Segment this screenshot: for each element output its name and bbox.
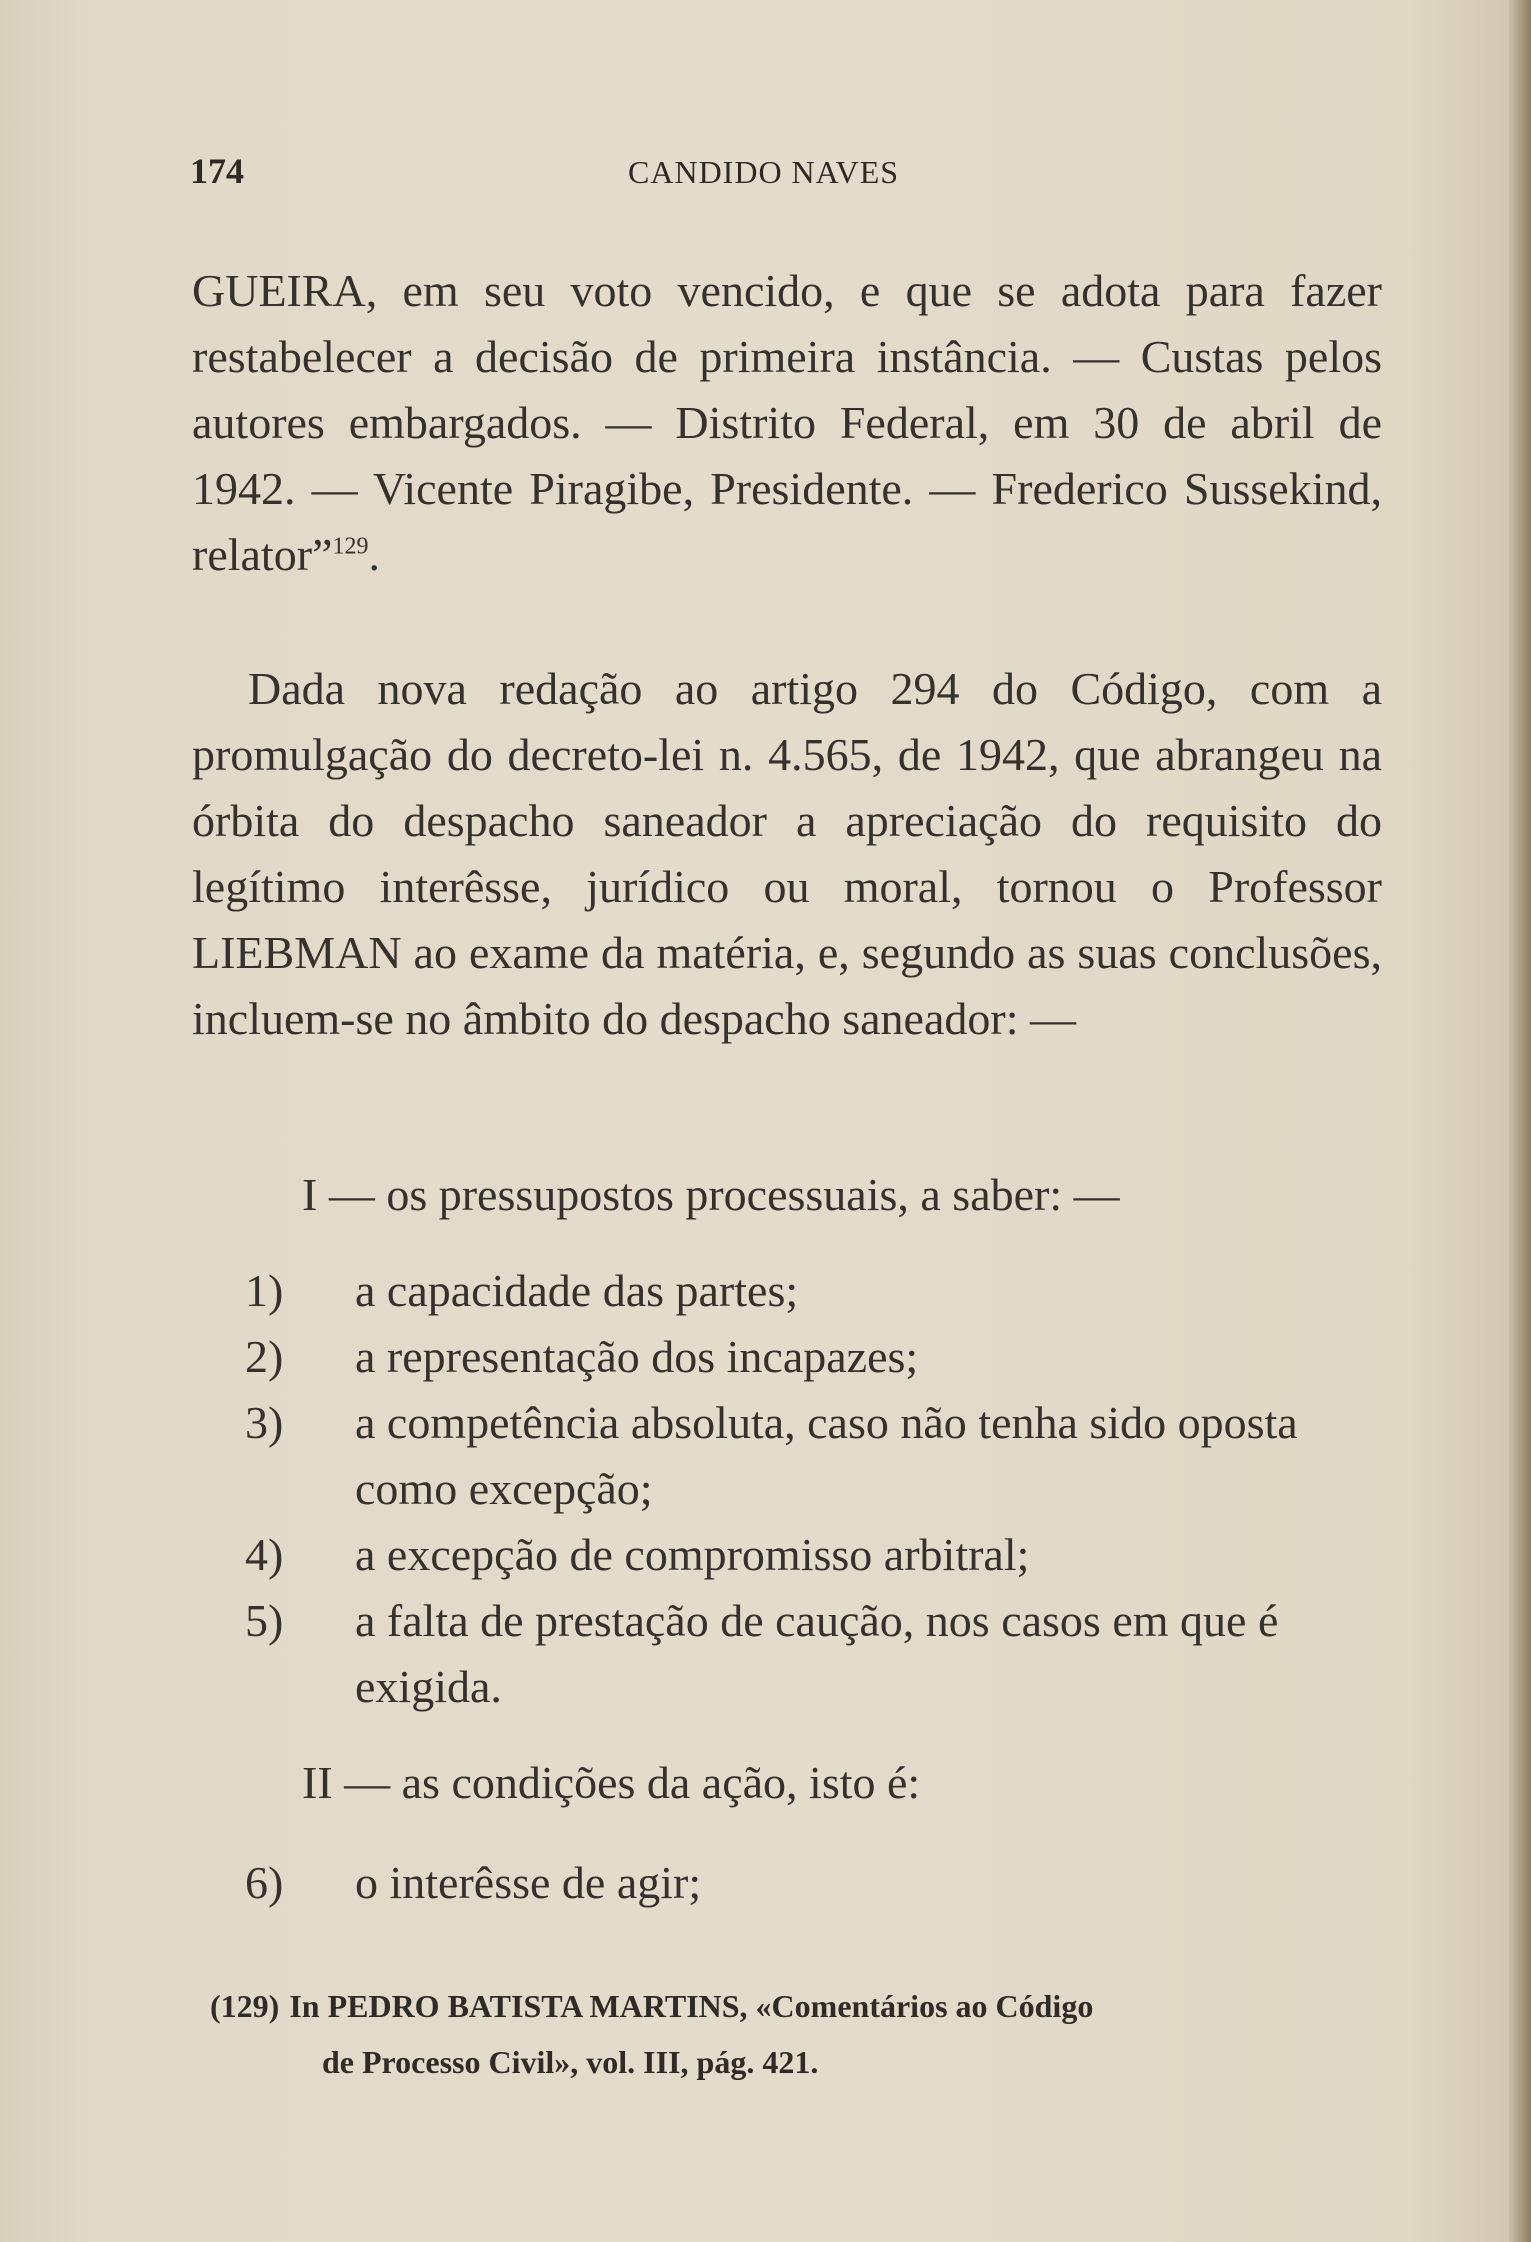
section-1-heading: I — os pressupostos processuais, a saber: — [302, 1169, 1120, 1220]
list-item-number: 6) [245, 1857, 284, 1908]
section-2-heading: II — as condições da ação, isto é: [302, 1757, 921, 1808]
footnote [210, 1978, 1400, 2090]
paragraph-1-text: GUEIRA, em seu voto vencido, e que se adota para fazer restabelecer a decisão de primeira instância. — Custas pelos autores embargados. — Distrito Federal, em 30 de abril de 1942. — Vicente Piragibe, Presidente. — Frederico Sussekind, relator” [192, 265, 1382, 580]
footnote-reference: 129 [332, 533, 369, 560]
page-header [190, 150, 1390, 190]
section-1-list [245, 1258, 1385, 1720]
paragraph-2: Dada nova redação ao artigo 294 do Código, com a promulgação do decreto-lei n. 4.565, de 1942, que abrangeu na órbita do despacho saneador a apreciação do requisito do legítimo interêsse, jurídico ou moral, tornou o Professor LIEBMAN ao exame da matéria, e, segundo as suas conclusões, incluem-se no âmbito do despacho saneador: — [192, 663, 1382, 1044]
page-edge [1509, 0, 1531, 2242]
list-item [245, 1522, 1385, 1588]
list-item [245, 1258, 1385, 1324]
list-item [245, 1588, 1385, 1720]
paragraph-1-end: . [368, 529, 380, 580]
footnote-line-1: In PEDRO BATISTA MARTINS, «Comentários ao Código [289, 1988, 1094, 2024]
list-item-text: a competência absoluta, caso não tenha sido oposta como excepção; [355, 1397, 1298, 1514]
list-item-number: 4) [245, 1529, 284, 1580]
list-item-number: 2) [245, 1331, 284, 1382]
footnote-line-2: de Processo Civil», vol. III, pág. 421. [322, 2044, 819, 2080]
paragraph-1 [192, 258, 1382, 588]
list-item-text: a capacidade das partes; [355, 1265, 799, 1316]
list-item-text: a representação dos incapazes; [355, 1331, 919, 1382]
list-item-text: o interêsse de agir; [355, 1857, 702, 1908]
list-item-text: a falta de prestação de caução, nos casos em que é exigida. [355, 1595, 1279, 1712]
list-item-number: 1) [245, 1265, 284, 1316]
list-item-number: 3) [245, 1397, 284, 1448]
list-item [245, 1324, 1385, 1390]
page-number: 174 [190, 151, 244, 191]
running-head: CANDIDO NAVES [628, 154, 900, 190]
list-item [245, 1850, 1385, 1916]
list-item-number: 5) [245, 1595, 284, 1646]
footnote-number: (129) [210, 1988, 280, 2024]
section-2-list [245, 1850, 1385, 1916]
list-item [245, 1390, 1385, 1522]
list-item-text: a excepção de compromisso arbitral; [355, 1529, 1030, 1580]
